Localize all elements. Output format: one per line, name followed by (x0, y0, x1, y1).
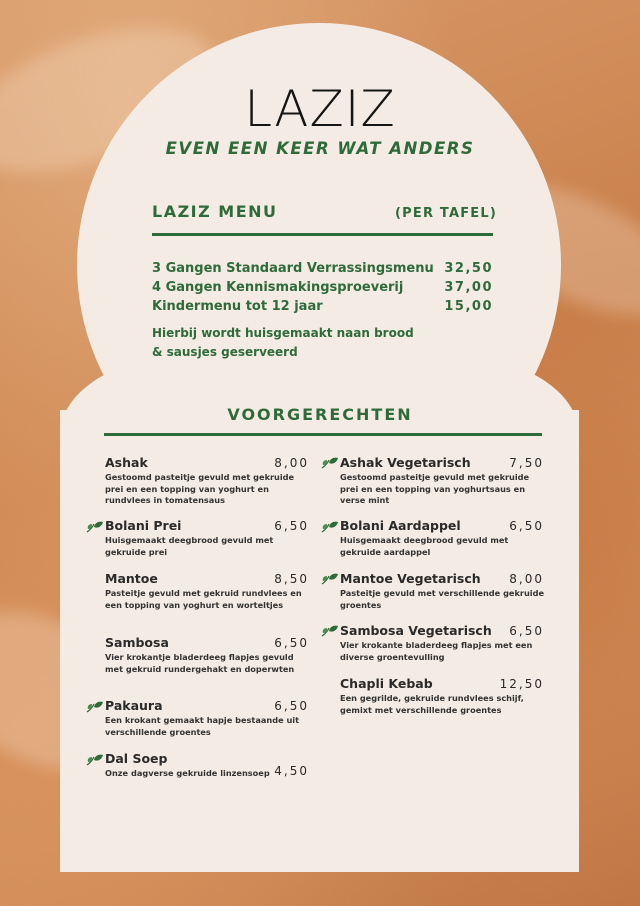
dish-name: Mantoe Vegetarisch (340, 571, 481, 586)
menu-item (152, 280, 493, 295)
dish-name: Dal Soep (105, 751, 168, 766)
dish-item (340, 455, 544, 507)
dish-description: Een gegrilde, gekruide rundvlees schijf, gemixt met verschillende groentes (340, 693, 524, 715)
dish-price: 8,50 (274, 572, 309, 586)
leaf-icon (321, 573, 339, 585)
dish-price: 6,50 (509, 519, 544, 533)
menu-item (152, 299, 493, 314)
menu-item-name: 4 Gangen Kennismakingsproeverij (152, 280, 404, 295)
dish-price: 12,50 (499, 677, 544, 691)
dish-name: Pakaura (105, 698, 163, 713)
dish-price: 6,50 (274, 699, 309, 713)
dish-item (340, 623, 544, 663)
section-title: VOORGERECHTEN (227, 405, 413, 424)
dish-price: 6,50 (274, 636, 309, 650)
menu-heading: LAZIZ MENU (152, 202, 278, 221)
leaf-icon (321, 521, 339, 533)
dish-item (340, 676, 544, 716)
divider (104, 433, 542, 436)
dish-description: Gestoomd pasteitje gevuld met gekruide prei en een topping van yoghurtsaus en verse mint (340, 472, 530, 505)
leaf-icon (86, 754, 104, 766)
dish-description: Vier krokante bladerdeeg flapjes met een diverse groentevulling (340, 640, 533, 662)
dish-name: Bolani Prei (105, 518, 182, 533)
dish-name: Ashak (105, 455, 148, 470)
menu-item-name: 3 Gangen Standaard Verrassingsmenu (152, 261, 434, 276)
dish-description: Pasteitje gevuld met verschillende gekruide groentes (340, 588, 545, 610)
dish-description: Vier krokantje bladerdeeg flapjes gevuld met gekruid rundergehakt en doperwten (105, 652, 295, 674)
dish-description: Huisgemaakt deegbrood gevuld met gekruide aardappel (340, 535, 509, 557)
dish-price: 6,50 (274, 519, 309, 533)
dish-name: Mantoe (105, 571, 158, 586)
dish-item (105, 635, 309, 675)
leaf-icon (86, 521, 104, 533)
leaf-icon (321, 625, 339, 637)
menu-note: Hierbij wordt huisgemaakt naan brood & sausjes geserveerd (152, 326, 414, 359)
dish-price: 7,50 (509, 456, 544, 470)
dish-item (105, 571, 309, 611)
menu-item-name: Kindermenu tot 12 jaar (152, 299, 323, 314)
dish-item (340, 518, 544, 558)
dish-item (105, 455, 309, 507)
per-table-label: (PER TAFEL) (395, 206, 497, 221)
leaf-icon (321, 457, 339, 469)
dish-name: Sambosa (105, 635, 169, 650)
dish-price: 4,50 (274, 764, 309, 778)
tagline: EVEN EEN KEER WAT ANDERS (165, 139, 475, 158)
dish-item (340, 571, 544, 611)
dish-price: 8,00 (509, 572, 544, 586)
dish-description: Gestoomd pasteitje gevuld met gekruide prei en een topping van yoghurt en rundvlees in tomatensaus (105, 472, 295, 505)
restaurant-title: LAZIZ (244, 80, 396, 138)
dish-description: Pasteitje gevuld met gekruid rundvlees en een topping van yoghurt en worteltjes (105, 588, 302, 610)
dish-item (105, 698, 309, 738)
menu-item-price: 15,00 (444, 299, 493, 314)
menu-item-price: 37,00 (444, 280, 493, 295)
dish-item (105, 751, 309, 780)
dish-description: Een krokant gemaakt hapje bestaande uit verschillende groentes (105, 715, 300, 737)
divider (152, 233, 493, 236)
dish-name: Sambosa Vegetarisch (340, 623, 492, 638)
dish-description: Onze dagverse gekruide linzensoep (105, 768, 270, 778)
menu-item-price: 32,50 (444, 261, 493, 276)
leaf-icon (86, 701, 104, 713)
dish-name: Chapli Kebab (340, 676, 433, 691)
dish-price: 8,00 (274, 456, 309, 470)
dish-name: Ashak Vegetarisch (340, 455, 471, 470)
dish-item (105, 518, 309, 558)
dish-name: Bolani Aardappel (340, 518, 461, 533)
menu-item (152, 261, 493, 276)
dish-price: 6,50 (509, 624, 544, 638)
dish-description: Huisgemaakt deegbrood gevuld met gekruide prei (105, 535, 274, 557)
